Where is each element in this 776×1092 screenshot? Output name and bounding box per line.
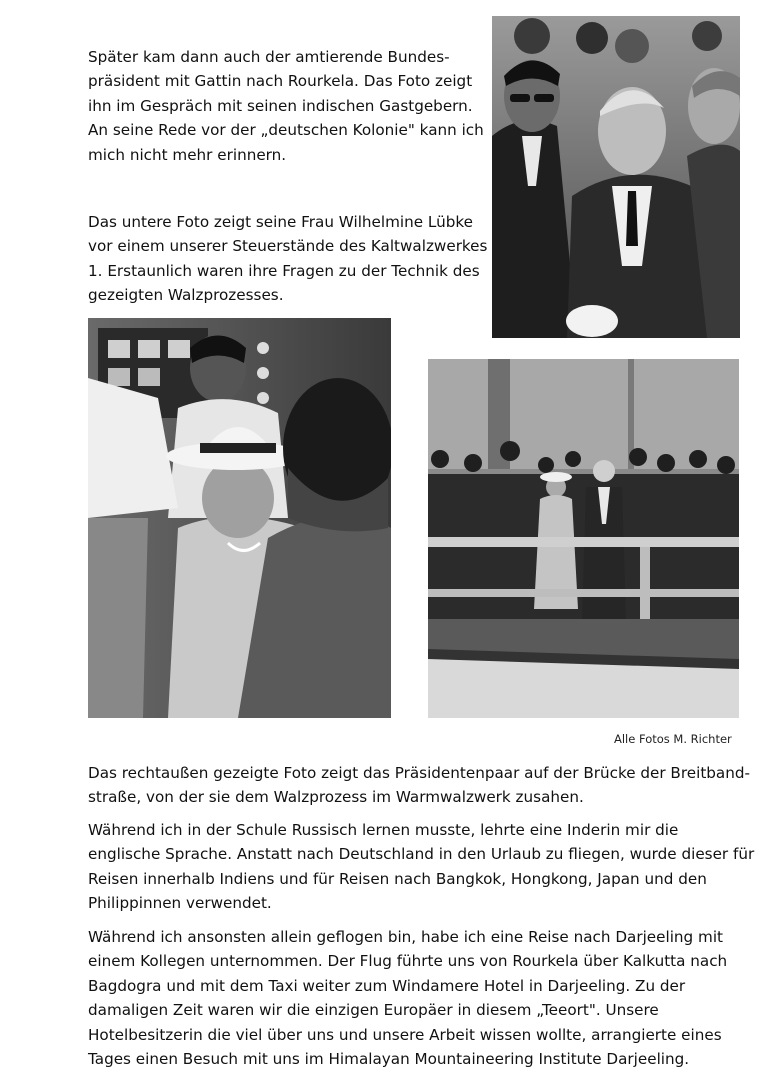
wife-paragraph [88,210,487,308]
bridge-paragraph [88,761,750,810]
intro-paragraph [88,45,484,167]
language-paragraph [88,818,754,916]
text-line: ihn im Gespräch mit seinen indischen Gastgebern. [88,96,473,115]
text-line: damaligen Zeit waren wir die einzigen Europäer in diesem „Teeort". Unsere [88,1001,659,1020]
text-line: mich nicht mehr erinnern. [88,145,287,164]
text-line: Während ich ansonsten allein geflogen bin, habe ich eine Reise nach Darjeeling mit [88,928,723,946]
photo-caption: Alle Fotos M. Richter [614,732,732,746]
wilhelmine-luebke-photo [88,318,391,718]
text-line: Tages einen Besuch mit uns im Himalayan Mountaineering Institute Darjeeling. [88,1050,690,1069]
text-line: Das rechtaußen gezeigte Foto zeigt das Präsidentenpaar auf der Brücke der Breitband- [88,764,750,782]
text-line: Reisen innerhalb Indiens und für Reisen nach Bangkok, Hongkong, Japan und den [88,869,707,888]
text-line: Philippinnen verwendet. [88,894,272,913]
text-line: Später kam dann auch der amtierende Bundes- [88,48,450,66]
text-line: gezeigten Walzprozesses. [88,286,284,305]
text-line: 1. Erstaunlich waren ihre Fragen zu der Technik des [88,261,480,280]
text-line: präsident mit Gattin nach Rourkela. Das Foto zeigt [88,72,473,91]
bridge-couple-photo [428,359,739,718]
text-line: Während ich in der Schule Russisch lernen musste, lehrte eine Inderin mir die [88,821,679,839]
text-line: An seine Rede vor der „deutschen Kolonie" kann ich [88,121,484,140]
text-line: Hotelbesitzerin die viel über uns und unsere Arbeit wissen wollte, arrangierte eines [88,1025,722,1044]
travel-paragraph [88,925,727,1071]
text-line: Bagdogra und mit dem Taxi weiter zum Windamere Hotel in Darjeeling. Zu der [88,976,686,995]
text-line: straße, von der sie dem Walzprozess im Warmwalzwerk zusahen. [88,788,584,807]
text-line: vor einem unserer Steuerstände des Kaltwalzwerkes [88,237,488,256]
text-line: einem Kollegen unternommen. Der Flug führte uns von Rourkela über Kalkutta nach [88,952,728,971]
text-line: englische Sprache. Anstatt nach Deutschland in den Urlaub zu fliegen, wurde dieser für [88,845,755,864]
text-line: Das untere Foto zeigt seine Frau Wilhelmine Lübke [88,213,473,231]
president-conversation-photo [492,16,740,338]
